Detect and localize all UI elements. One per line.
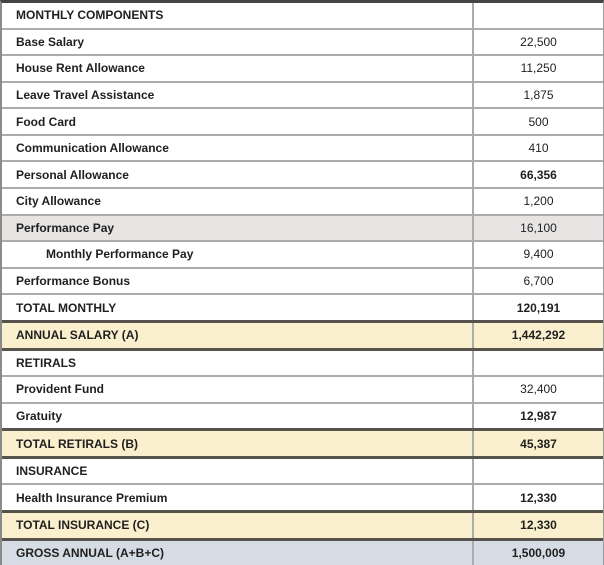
table-row bbox=[2, 187, 603, 214]
row-label: TOTAL MONTHLY bbox=[16, 300, 117, 315]
row-value: 11,250 bbox=[472, 56, 603, 81]
table-row bbox=[2, 134, 603, 161]
table-row bbox=[2, 267, 603, 294]
row-value bbox=[472, 459, 603, 484]
row-value: 12,330 bbox=[472, 485, 603, 510]
row-value: 9,400 bbox=[472, 242, 603, 267]
row-value: 1,500,009 bbox=[472, 541, 603, 565]
table-row bbox=[2, 214, 603, 241]
row-value: 32,400 bbox=[472, 377, 603, 402]
table-row bbox=[2, 456, 603, 484]
row-label: Performance Bonus bbox=[16, 274, 131, 289]
row-label: Monthly Performance Pay bbox=[46, 247, 194, 262]
table-row bbox=[2, 107, 603, 134]
table-row bbox=[2, 28, 603, 55]
table-row bbox=[2, 402, 603, 429]
row-value: 12,330 bbox=[472, 513, 603, 538]
row-label: TOTAL RETIRALS (B) bbox=[16, 436, 138, 451]
row-label: RETIRALS bbox=[16, 355, 76, 370]
row-value bbox=[472, 3, 603, 28]
row-value: 410 bbox=[472, 136, 603, 161]
row-label: Health Insurance Premium bbox=[16, 490, 168, 505]
row-label: Food Card bbox=[16, 114, 76, 129]
table-row bbox=[2, 348, 603, 376]
table-row bbox=[2, 510, 603, 538]
row-label: City Allowance bbox=[16, 194, 101, 209]
row-label: TOTAL INSURANCE (C) bbox=[16, 518, 150, 533]
row-value: 12,987 bbox=[472, 404, 603, 429]
row-value: 16,100 bbox=[472, 216, 603, 241]
table-row bbox=[2, 375, 603, 402]
table-row bbox=[2, 3, 603, 28]
table-row bbox=[2, 320, 603, 348]
table-row bbox=[2, 538, 603, 565]
table-row bbox=[2, 428, 603, 456]
table-row bbox=[2, 54, 603, 81]
row-value: 45,387 bbox=[472, 431, 603, 456]
table-row bbox=[2, 293, 603, 320]
row-value: 1,442,292 bbox=[472, 323, 603, 348]
row-label: INSURANCE bbox=[16, 464, 88, 479]
table-row bbox=[2, 240, 603, 267]
row-label: ANNUAL SALARY (A) bbox=[16, 328, 139, 343]
row-label: MONTHLY COMPONENTS bbox=[16, 8, 164, 23]
row-label: Provident Fund bbox=[16, 382, 104, 397]
row-label: Gratuity bbox=[16, 408, 63, 423]
row-value: 1,200 bbox=[472, 189, 603, 214]
row-value: 66,356 bbox=[472, 162, 603, 187]
row-value: 120,191 bbox=[472, 295, 603, 320]
row-label: Personal Allowance bbox=[16, 167, 129, 182]
row-value bbox=[472, 351, 603, 376]
row-value: 22,500 bbox=[472, 30, 603, 55]
row-label: Base Salary bbox=[16, 34, 85, 49]
table-row bbox=[2, 160, 603, 187]
row-value: 500 bbox=[472, 109, 603, 134]
row-value: 1,875 bbox=[472, 83, 603, 108]
table-row bbox=[2, 81, 603, 108]
row-label: Communication Allowance bbox=[16, 141, 169, 156]
table-row bbox=[2, 483, 603, 510]
row-label: Leave Travel Assistance bbox=[16, 88, 155, 103]
row-label: GROSS ANNUAL (A+B+C) bbox=[16, 545, 165, 560]
row-label: Performance Pay bbox=[16, 220, 115, 235]
row-value: 6,700 bbox=[472, 269, 603, 294]
row-label: House Rent Allowance bbox=[16, 61, 145, 76]
